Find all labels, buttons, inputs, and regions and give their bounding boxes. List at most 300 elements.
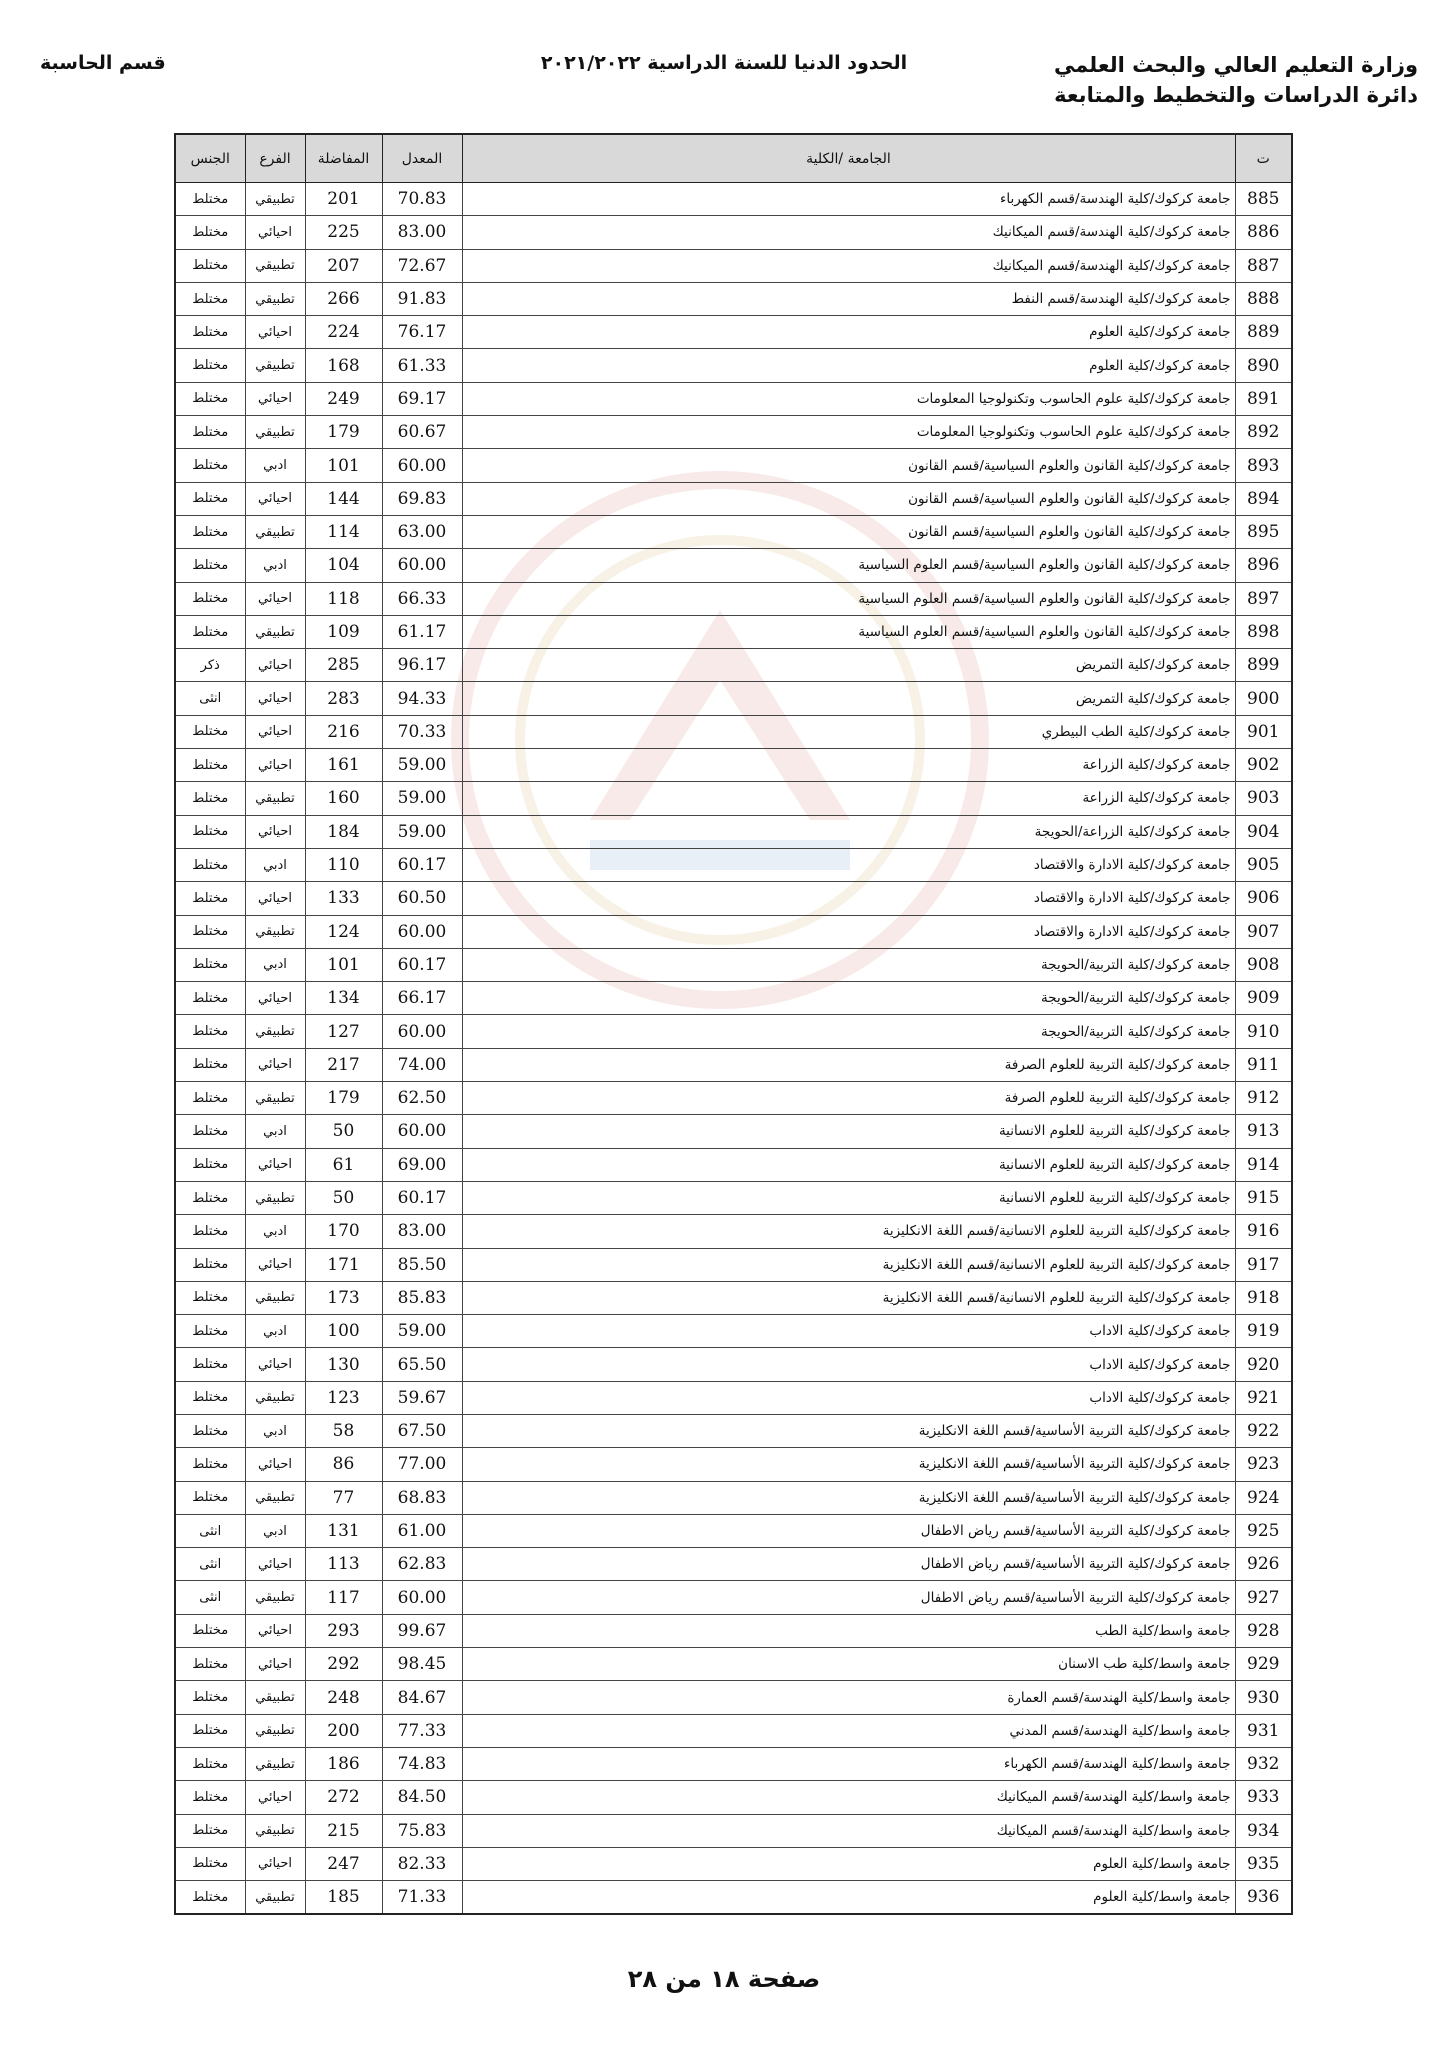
- cell-gender: مختلط: [175, 1448, 245, 1481]
- cell-avg: 98.45: [382, 1648, 462, 1681]
- table-row: [175, 416, 1292, 449]
- table-row: [175, 1548, 1292, 1581]
- cell-comp: 285: [305, 649, 382, 682]
- cell-comp: 86: [305, 1448, 382, 1481]
- cell-name: جامعة واسط/كلية الهندسة/قسم الميكانيك: [462, 1814, 1235, 1847]
- cell-branch: تطبيقي: [245, 1481, 305, 1514]
- cell-gender: مختلط: [175, 1181, 245, 1214]
- cell-branch: ادبي: [245, 449, 305, 482]
- cell-no: 910: [1235, 1015, 1292, 1048]
- cell-gender: مختلط: [175, 183, 245, 216]
- cell-branch: تطبيقي: [245, 1747, 305, 1780]
- cell-gender: مختلط: [175, 948, 245, 981]
- cell-avg: 72.67: [382, 249, 462, 282]
- cell-no: 936: [1235, 1881, 1292, 1915]
- cell-avg: 77.33: [382, 1714, 462, 1747]
- col-header-name: الجامعة /الكلية: [462, 134, 1235, 183]
- cell-gender: مختلط: [175, 1215, 245, 1248]
- cell-avg: 70.33: [382, 715, 462, 748]
- cell-comp: 134: [305, 982, 382, 1015]
- cell-branch: احيائي: [245, 649, 305, 682]
- table-row: [175, 1348, 1292, 1381]
- cell-name: جامعة واسط/كلية الهندسة/قسم الكهرباء: [462, 1747, 1235, 1780]
- cell-branch: ادبي: [245, 1115, 305, 1148]
- table-row: [175, 1714, 1292, 1747]
- cell-comp: 272: [305, 1781, 382, 1814]
- table-row: [175, 1148, 1292, 1181]
- cell-avg: 62.83: [382, 1548, 462, 1581]
- cell-name: جامعة واسط/كلية الهندسة/قسم المدني: [462, 1714, 1235, 1747]
- cell-avg: 59.00: [382, 1315, 462, 1348]
- col-header-comp: المفاضلة: [305, 134, 382, 183]
- cell-avg: 60.67: [382, 416, 462, 449]
- cell-avg: 84.67: [382, 1681, 462, 1714]
- cell-name: جامعة كركوك/كلية القانون والعلوم السياسية/قسم القانون: [462, 449, 1235, 482]
- cell-branch: ادبي: [245, 1414, 305, 1447]
- cell-no: 920: [1235, 1348, 1292, 1381]
- cell-name: جامعة كركوك/كلية الهندسة/قسم الميكانيك: [462, 249, 1235, 282]
- cell-avg: 84.50: [382, 1781, 462, 1814]
- table-row: [175, 382, 1292, 415]
- table-row: [175, 515, 1292, 548]
- cell-gender: مختلط: [175, 416, 245, 449]
- cell-comp: 200: [305, 1714, 382, 1747]
- cell-no: 927: [1235, 1581, 1292, 1614]
- cell-branch: احيائي: [245, 1614, 305, 1647]
- cell-avg: 59.67: [382, 1381, 462, 1414]
- cell-name: جامعة كركوك/كلية التربية للعلوم الصرفة: [462, 1082, 1235, 1115]
- cell-gender: مختلط: [175, 1048, 245, 1081]
- table-row: [175, 1614, 1292, 1647]
- cell-name: جامعة كركوك/كلية التربية الأساسية/قسم اللغة الانكليزية: [462, 1448, 1235, 1481]
- cell-gender: مختلط: [175, 1015, 245, 1048]
- cell-branch: احيائي: [245, 1648, 305, 1681]
- cell-branch: ادبي: [245, 1215, 305, 1248]
- cell-avg: 63.00: [382, 515, 462, 548]
- cell-branch: احيائي: [245, 582, 305, 615]
- cell-branch: تطبيقي: [245, 1814, 305, 1847]
- cell-gender: مختلط: [175, 216, 245, 249]
- cell-gender: مختلط: [175, 1781, 245, 1814]
- cell-comp: 50: [305, 1181, 382, 1214]
- col-header-avg: المعدل: [382, 134, 462, 183]
- cell-avg: 83.00: [382, 1215, 462, 1248]
- cell-gender: انثى: [175, 1581, 245, 1614]
- cell-avg: 76.17: [382, 316, 462, 349]
- cell-comp: 117: [305, 1581, 382, 1614]
- cell-no: 922: [1235, 1414, 1292, 1447]
- cell-no: 897: [1235, 582, 1292, 615]
- cell-gender: مختلط: [175, 815, 245, 848]
- cell-name: جامعة واسط/كلية طب الاسنان: [462, 1648, 1235, 1681]
- cell-comp: 173: [305, 1281, 382, 1314]
- cell-name: جامعة كركوك/كلية القانون والعلوم السياسية/قسم القانون: [462, 482, 1235, 515]
- table-row: [175, 915, 1292, 948]
- cell-comp: 217: [305, 1048, 382, 1081]
- cell-comp: 104: [305, 549, 382, 582]
- cell-no: 918: [1235, 1281, 1292, 1314]
- cell-no: 890: [1235, 349, 1292, 382]
- cell-branch: تطبيقي: [245, 1281, 305, 1314]
- table-row: [175, 1181, 1292, 1214]
- cell-gender: مختلط: [175, 1115, 245, 1148]
- cell-name: جامعة كركوك/كلية الادارة والاقتصاد: [462, 915, 1235, 948]
- cell-name: جامعة كركوك/كلية التربية الأساسية/قسم رياض الاطفال: [462, 1581, 1235, 1614]
- cell-gender: مختلط: [175, 449, 245, 482]
- cell-no: 892: [1235, 416, 1292, 449]
- cell-name: جامعة كركوك/كلية القانون والعلوم السياسية/قسم العلوم السياسية: [462, 615, 1235, 648]
- cell-branch: تطبيقي: [245, 1015, 305, 1048]
- cell-name: جامعة كركوك/كلية التربية الأساسية/قسم رياض الاطفال: [462, 1514, 1235, 1547]
- cell-comp: 133: [305, 882, 382, 915]
- cell-branch: تطبيقي: [245, 183, 305, 216]
- cell-gender: مختلط: [175, 1082, 245, 1115]
- cell-avg: 66.17: [382, 982, 462, 1015]
- cell-comp: 131: [305, 1514, 382, 1547]
- cell-avg: 85.83: [382, 1281, 462, 1314]
- cell-gender: مختلط: [175, 1348, 245, 1381]
- cell-no: 899: [1235, 649, 1292, 682]
- cell-branch: احيائي: [245, 382, 305, 415]
- cell-branch: احيائي: [245, 1548, 305, 1581]
- cell-comp: 248: [305, 1681, 382, 1714]
- cell-gender: مختلط: [175, 482, 245, 515]
- cell-comp: 216: [305, 715, 382, 748]
- cell-gender: مختلط: [175, 1414, 245, 1447]
- table-row: [175, 1381, 1292, 1414]
- cell-name: جامعة كركوك/كلية الاداب: [462, 1381, 1235, 1414]
- cell-name: جامعة كركوك/كلية العلوم: [462, 349, 1235, 382]
- cell-gender: مختلط: [175, 1681, 245, 1714]
- table-header-row: [175, 134, 1292, 183]
- cell-gender: مختلط: [175, 1847, 245, 1880]
- cell-no: 906: [1235, 882, 1292, 915]
- cell-name: جامعة كركوك/كلية التربية للعلوم الانسانية: [462, 1148, 1235, 1181]
- cell-avg: 61.33: [382, 349, 462, 382]
- cell-name: جامعة كركوك/كلية العلوم: [462, 316, 1235, 349]
- cell-branch: تطبيقي: [245, 1581, 305, 1614]
- table-row: [175, 682, 1292, 715]
- table-row: [175, 216, 1292, 249]
- cell-branch: احيائي: [245, 316, 305, 349]
- directorate-name: دائرة الدراسات والتخطيط والمتابعة: [1054, 83, 1418, 107]
- cell-comp: 113: [305, 1548, 382, 1581]
- cell-no: 931: [1235, 1714, 1292, 1747]
- cell-name: جامعة كركوك/كلية الطب البيطري: [462, 715, 1235, 748]
- cell-no: 902: [1235, 749, 1292, 782]
- cell-gender: مختلط: [175, 1747, 245, 1780]
- cell-gender: مختلط: [175, 549, 245, 582]
- cell-name: جامعة كركوك/كلية علوم الحاسوب وتكنولوجيا المعلومات: [462, 416, 1235, 449]
- cell-avg: 70.83: [382, 183, 462, 216]
- cell-no: 905: [1235, 848, 1292, 881]
- cell-comp: 118: [305, 582, 382, 615]
- cell-branch: احيائي: [245, 1348, 305, 1381]
- cell-avg: 74.83: [382, 1747, 462, 1780]
- cell-comp: 161: [305, 749, 382, 782]
- cell-name: جامعة كركوك/كلية القانون والعلوم السياسية/قسم القانون: [462, 515, 1235, 548]
- cell-comp: 130: [305, 1348, 382, 1381]
- cell-gender: مختلط: [175, 1248, 245, 1281]
- cell-branch: تطبيقي: [245, 1082, 305, 1115]
- table-row: [175, 815, 1292, 848]
- cell-gender: مختلط: [175, 282, 245, 315]
- cell-no: 924: [1235, 1481, 1292, 1514]
- cell-name: جامعة كركوك/كلية الزراعة: [462, 749, 1235, 782]
- cell-gender: مختلط: [175, 1881, 245, 1915]
- cell-no: 925: [1235, 1514, 1292, 1547]
- cell-name: جامعة كركوك/كلية الهندسة/قسم الكهرباء: [462, 183, 1235, 216]
- cell-name: جامعة كركوك/كلية الادارة والاقتصاد: [462, 882, 1235, 915]
- cell-name: جامعة كركوك/كلية الزراعة: [462, 782, 1235, 815]
- cell-name: جامعة كركوك/كلية القانون والعلوم السياسية/قسم العلوم السياسية: [462, 549, 1235, 582]
- cell-name: جامعة كركوك/كلية التربية/الحويجة: [462, 948, 1235, 981]
- cell-comp: 114: [305, 515, 382, 548]
- cell-avg: 69.17: [382, 382, 462, 415]
- cell-branch: ادبي: [245, 848, 305, 881]
- table-row: [175, 1015, 1292, 1048]
- cell-avg: 60.17: [382, 1181, 462, 1214]
- cell-name: جامعة كركوك/كلية التربية للعلوم الانسانية: [462, 1181, 1235, 1214]
- cell-branch: ادبي: [245, 1514, 305, 1547]
- cell-branch: احيائي: [245, 982, 305, 1015]
- cell-avg: 61.00: [382, 1514, 462, 1547]
- cell-no: 907: [1235, 915, 1292, 948]
- cell-name: جامعة كركوك/كلية التربية للعلوم الانسانية/قسم اللغة الانكليزية: [462, 1281, 1235, 1314]
- cell-branch: تطبيقي: [245, 915, 305, 948]
- cell-comp: 179: [305, 1082, 382, 1115]
- cell-no: 908: [1235, 948, 1292, 981]
- cell-branch: احيائي: [245, 715, 305, 748]
- cell-no: 889: [1235, 316, 1292, 349]
- cell-avg: 67.50: [382, 1414, 462, 1447]
- cell-branch: تطبيقي: [245, 1381, 305, 1414]
- cell-comp: 170: [305, 1215, 382, 1248]
- cell-avg: 60.17: [382, 948, 462, 981]
- cell-branch: تطبيقي: [245, 416, 305, 449]
- admission-table: [174, 133, 1293, 1915]
- cell-gender: انثى: [175, 1514, 245, 1547]
- cell-no: 919: [1235, 1315, 1292, 1348]
- table-row: [175, 882, 1292, 915]
- cell-comp: 110: [305, 848, 382, 881]
- cell-avg: 61.17: [382, 615, 462, 648]
- cell-avg: 65.50: [382, 1348, 462, 1381]
- cell-gender: مختلط: [175, 515, 245, 548]
- table-row: [175, 249, 1292, 282]
- cell-avg: 91.83: [382, 282, 462, 315]
- cell-name: جامعة كركوك/كلية التربية الأساسية/قسم اللغة الانكليزية: [462, 1414, 1235, 1447]
- cell-gender: مختلط: [175, 982, 245, 1015]
- cell-comp: 127: [305, 1015, 382, 1048]
- cell-avg: 74.00: [382, 1048, 462, 1081]
- table-row: [175, 1414, 1292, 1447]
- cell-no: 926: [1235, 1548, 1292, 1581]
- cell-branch: احيائي: [245, 882, 305, 915]
- cell-avg: 85.50: [382, 1248, 462, 1281]
- cell-comp: 101: [305, 449, 382, 482]
- table-row: [175, 316, 1292, 349]
- cell-name: جامعة واسط/كلية الهندسة/قسم الميكانيك: [462, 1781, 1235, 1814]
- cell-comp: 292: [305, 1648, 382, 1681]
- cell-no: 934: [1235, 1814, 1292, 1847]
- cell-gender: مختلط: [175, 1315, 245, 1348]
- table-row: [175, 649, 1292, 682]
- cell-no: 886: [1235, 216, 1292, 249]
- cell-gender: مختلط: [175, 316, 245, 349]
- cell-gender: مختلط: [175, 1814, 245, 1847]
- cell-no: 928: [1235, 1614, 1292, 1647]
- cell-comp: 266: [305, 282, 382, 315]
- cell-comp: 77: [305, 1481, 382, 1514]
- cell-name: جامعة واسط/كلية الطب: [462, 1614, 1235, 1647]
- cell-branch: ادبي: [245, 1315, 305, 1348]
- cell-avg: 71.33: [382, 1881, 462, 1915]
- cell-no: 898: [1235, 615, 1292, 648]
- cell-name: جامعة كركوك/كلية الادارة والاقتصاد: [462, 848, 1235, 881]
- cell-branch: تطبيقي: [245, 1681, 305, 1714]
- cell-gender: مختلط: [175, 1714, 245, 1747]
- cell-gender: مختلط: [175, 1148, 245, 1181]
- table-row: [175, 1481, 1292, 1514]
- cell-comp: 207: [305, 249, 382, 282]
- cell-gender: مختلط: [175, 882, 245, 915]
- cell-gender: مختلط: [175, 749, 245, 782]
- cell-no: 915: [1235, 1181, 1292, 1214]
- cell-branch: احيائي: [245, 216, 305, 249]
- cell-no: 887: [1235, 249, 1292, 282]
- cell-gender: مختلط: [175, 582, 245, 615]
- cell-no: 923: [1235, 1448, 1292, 1481]
- cell-branch: احيائي: [245, 749, 305, 782]
- cell-comp: 215: [305, 1814, 382, 1847]
- cell-no: 911: [1235, 1048, 1292, 1081]
- cell-no: 904: [1235, 815, 1292, 848]
- cell-no: 935: [1235, 1847, 1292, 1880]
- cell-avg: 59.00: [382, 749, 462, 782]
- cell-gender: مختلط: [175, 349, 245, 382]
- cell-gender: مختلط: [175, 782, 245, 815]
- cell-gender: ذكر: [175, 649, 245, 682]
- table-row: [175, 1681, 1292, 1714]
- table-row: [175, 1315, 1292, 1348]
- cell-comp: 109: [305, 615, 382, 648]
- cell-comp: 249: [305, 382, 382, 415]
- cell-gender: انثى: [175, 682, 245, 715]
- cell-no: 912: [1235, 1082, 1292, 1115]
- cell-comp: 144: [305, 482, 382, 515]
- cell-name: جامعة كركوك/كلية التمريض: [462, 682, 1235, 715]
- cell-no: 916: [1235, 1215, 1292, 1248]
- cell-branch: احيائي: [245, 682, 305, 715]
- cell-gender: انثى: [175, 1548, 245, 1581]
- cell-name: جامعة كركوك/كلية التربية للعلوم الانسانية/قسم اللغة الانكليزية: [462, 1215, 1235, 1248]
- cell-avg: 60.00: [382, 1115, 462, 1148]
- table-row: [175, 1215, 1292, 1248]
- cell-avg: 59.00: [382, 815, 462, 848]
- cell-no: 930: [1235, 1681, 1292, 1714]
- cell-comp: 224: [305, 316, 382, 349]
- cell-comp: 168: [305, 349, 382, 382]
- cell-comp: 225: [305, 216, 382, 249]
- table-row: [175, 482, 1292, 515]
- table-row: [175, 1248, 1292, 1281]
- cell-no: 903: [1235, 782, 1292, 815]
- cell-no: 917: [1235, 1248, 1292, 1281]
- table-row: [175, 1115, 1292, 1148]
- cell-no: 914: [1235, 1148, 1292, 1181]
- cell-gender: مختلط: [175, 1614, 245, 1647]
- table-row: [175, 749, 1292, 782]
- cell-avg: 82.33: [382, 1847, 462, 1880]
- cell-branch: تطبيقي: [245, 1881, 305, 1915]
- cell-name: جامعة كركوك/كلية التربية الأساسية/قسم اللغة الانكليزية: [462, 1481, 1235, 1514]
- col-header-branch: الفرع: [245, 134, 305, 183]
- cell-gender: مختلط: [175, 1481, 245, 1514]
- table-row: [175, 1281, 1292, 1314]
- cell-gender: مختلط: [175, 915, 245, 948]
- ministry-name: وزارة التعليم العالي والبحث العلمي: [1053, 53, 1418, 77]
- table-row: [175, 183, 1292, 216]
- cell-gender: مختلط: [175, 1648, 245, 1681]
- cell-name: جامعة كركوك/كلية التربية للعلوم الانسانية: [462, 1115, 1235, 1148]
- cell-gender: مختلط: [175, 1281, 245, 1314]
- cell-name: جامعة كركوك/كلية التمريض: [462, 649, 1235, 682]
- table-row: [175, 1648, 1292, 1681]
- cell-name: جامعة كركوك/كلية علوم الحاسوب وتكنولوجيا المعلومات: [462, 382, 1235, 415]
- cell-name: جامعة كركوك/كلية التربية للعلوم الصرفة: [462, 1048, 1235, 1081]
- cell-comp: 50: [305, 1115, 382, 1148]
- table-row: [175, 1048, 1292, 1081]
- cell-avg: 60.00: [382, 915, 462, 948]
- cell-branch: تطبيقي: [245, 1714, 305, 1747]
- cell-name: جامعة كركوك/كلية الهندسة/قسم النفط: [462, 282, 1235, 315]
- cell-name: جامعة كركوك/كلية الاداب: [462, 1315, 1235, 1348]
- cell-gender: مختلط: [175, 249, 245, 282]
- cell-avg: 99.67: [382, 1614, 462, 1647]
- cell-gender: مختلط: [175, 382, 245, 415]
- cell-name: جامعة كركوك/كلية القانون والعلوم السياسية/قسم العلوم السياسية: [462, 582, 1235, 615]
- cell-no: 900: [1235, 682, 1292, 715]
- cell-name: جامعة كركوك/كلية التربية/الحويجة: [462, 1015, 1235, 1048]
- cell-name: جامعة واسط/كلية العلوم: [462, 1881, 1235, 1915]
- table-row: [175, 349, 1292, 382]
- table-row: [175, 549, 1292, 582]
- table-row: [175, 715, 1292, 748]
- cell-comp: 101: [305, 948, 382, 981]
- cell-no: 885: [1235, 183, 1292, 216]
- cell-name: جامعة كركوك/كلية الهندسة/قسم الميكانيك: [462, 216, 1235, 249]
- table-row: [175, 1881, 1292, 1915]
- cell-name: جامعة كركوك/كلية التربية للعلوم الانسانية/قسم اللغة الانكليزية: [462, 1248, 1235, 1281]
- table-row: [175, 1581, 1292, 1614]
- cell-branch: احيائي: [245, 482, 305, 515]
- cell-branch: احيائي: [245, 1048, 305, 1081]
- cell-avg: 60.00: [382, 449, 462, 482]
- cell-avg: 69.00: [382, 1148, 462, 1181]
- table-row: [175, 948, 1292, 981]
- table-row: [175, 1781, 1292, 1814]
- cell-name: جامعة كركوك/كلية التربية/الحويجة: [462, 982, 1235, 1015]
- cell-name: جامعة واسط/كلية العلوم: [462, 1847, 1235, 1880]
- document-title: الحدود الدنيا للسنة الدراسية ٢٠٢١/٢٠٢٢: [540, 52, 908, 74]
- cell-comp: 247: [305, 1847, 382, 1880]
- col-header-no: ت: [1235, 134, 1292, 183]
- cell-avg: 60.00: [382, 549, 462, 582]
- cell-gender: مختلط: [175, 1381, 245, 1414]
- table-row: [175, 1448, 1292, 1481]
- cell-branch: تطبيقي: [245, 249, 305, 282]
